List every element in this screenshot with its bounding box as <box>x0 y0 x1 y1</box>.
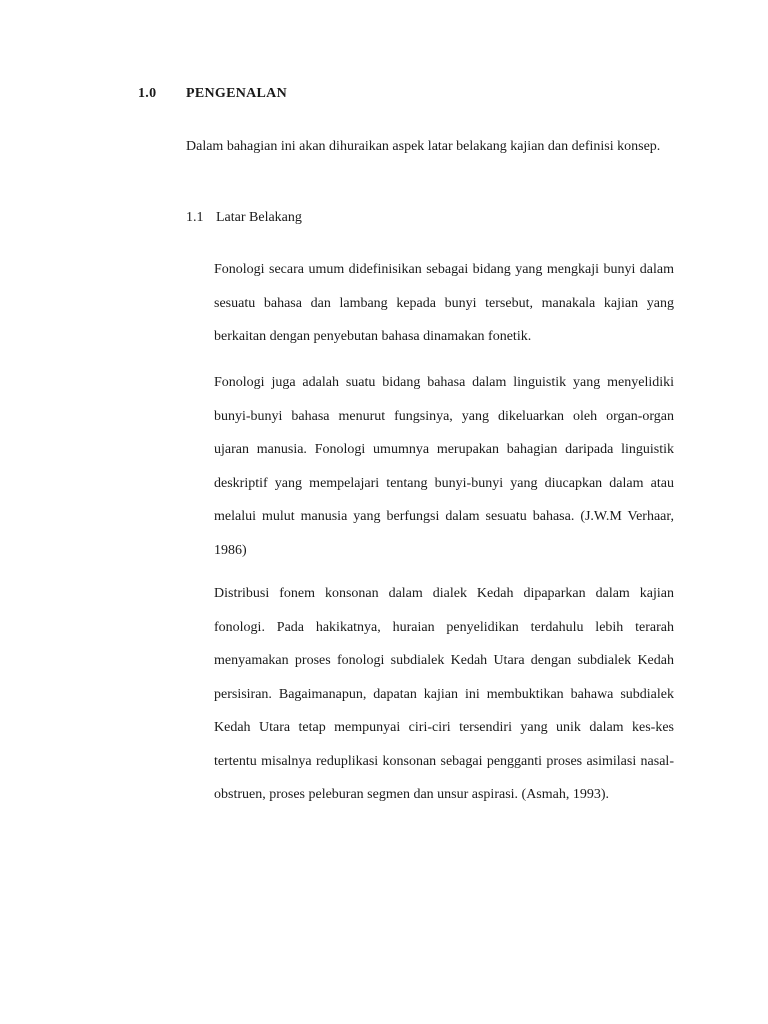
section-title: PENGENALAN <box>186 86 288 101</box>
section-number: 1.0 <box>138 86 157 101</box>
subsection-title: Latar Belakang <box>216 210 302 225</box>
paragraph-fonologi-definition: Fonologi secara umum didefinisikan sebagai bidang yang mengkaji bunyi dalam sesuatu bahasa dan lambang kepada bunyi tersebut, manakala kajian yang berkaitan dengan penyebutan bahasa dinamakan fonetik. <box>214 262 674 344</box>
paragraph-fonologi-linguistik: Fonologi juga adalah suatu bidang bahasa dalam linguistik yang menyelidiki bunyi-bunyi bahasa menurut fungsinya, yang dikeluarkan oleh organ-organ ujaran manusia. Fonologi umumnya merupakan bahagian daripada linguistik deskriptif yang mempelajari tentang bunyi-bunyi yang diucapkan dalam atau melalui mulut manusia yang berfungsi dalam sesuatu bahasa. (J.W.M Verhaar, 1986) <box>214 375 674 558</box>
section-heading <box>138 86 287 102</box>
subsection-heading <box>186 210 302 226</box>
paragraph-distribusi-fonem: Distribusi fonem konsonan dalam dialek Kedah dipaparkan dalam kajian fonologi. Pada hakikatnya, huraian penyelidikan terdahulu lebih terarah menyamakan proses fonologi subdialek Kedah Utara dengan subdialek Kedah persisiran. Bagaimanapun, dapatan kajian ini membuktikan bahawa subdialek Kedah Utara tetap mempunyai ciri-ciri tersendiri yang unik dalam kes-kes tertentu misalnya reduplikasi konsonan sebagai pengganti proses asimilasi nasal-obstruen, proses peleburan segmen dan unsur aspirasi. (Asmah, 1993). <box>214 586 674 802</box>
intro-paragraph: Dalam bahagian ini akan dihuraikan aspek latar belakang kajian dan definisi konsep. <box>186 139 661 154</box>
subsection-number: 1.1 <box>186 210 204 225</box>
